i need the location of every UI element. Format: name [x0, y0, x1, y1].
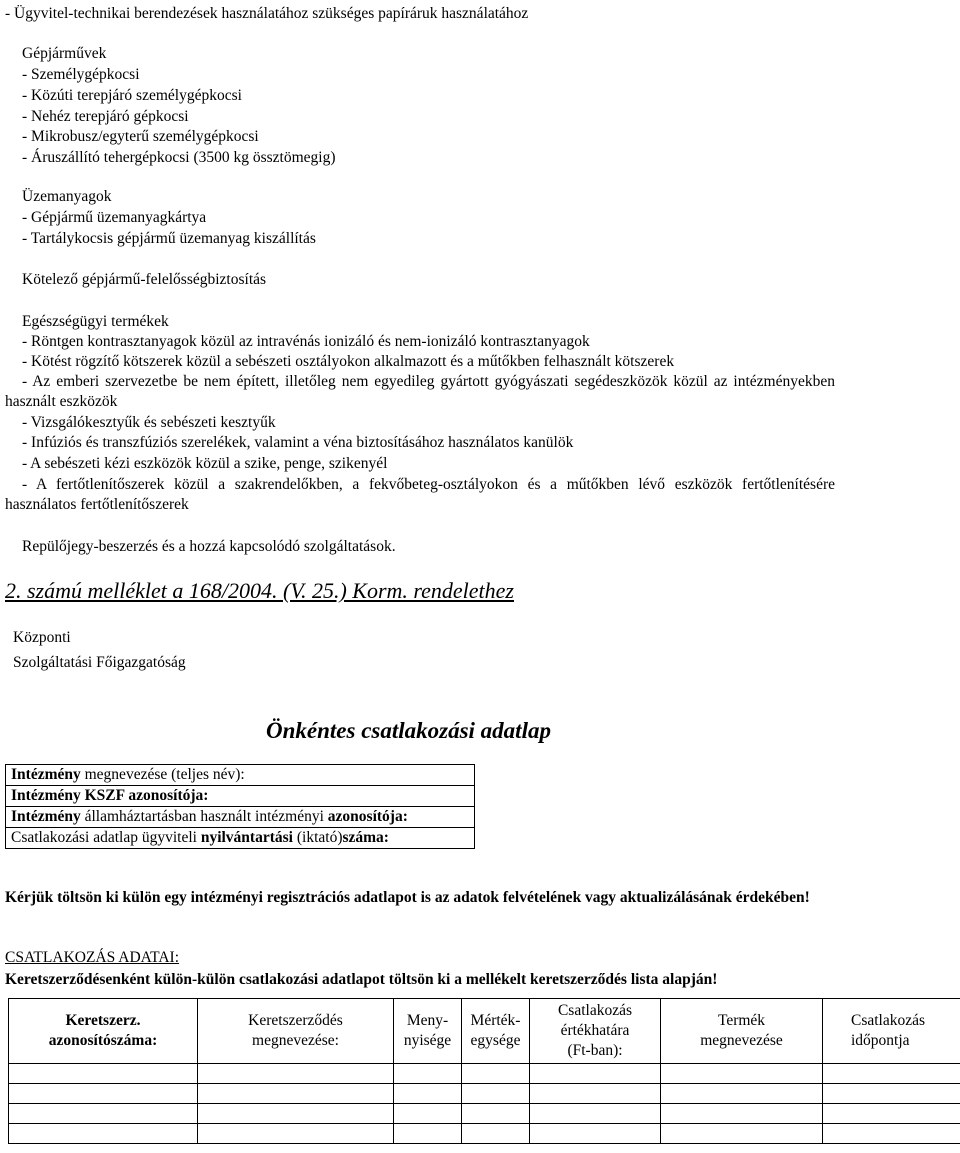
- table-row: [9, 1124, 960, 1144]
- form-title: Önkéntes csatlakozási adatlap: [266, 718, 551, 743]
- fuel-item: - Tartálykocsis gépjármű üzemanyag kiszállítás: [22, 230, 316, 247]
- table-cell[interactable]: [823, 1064, 960, 1084]
- table-header-text: időpontja: [851, 1032, 910, 1049]
- table-row: [9, 1064, 960, 1084]
- table-header-cell: [462, 999, 530, 1064]
- health-title: Egészségügyi termékek: [22, 313, 169, 330]
- registration-number-field[interactable]: [6, 828, 474, 849]
- vehicle-item: - Nehéz terepjáró gépkocsi: [22, 108, 189, 125]
- table-cell[interactable]: [823, 1104, 960, 1124]
- fuel-item: - Gépjármű üzemanyagkártya: [22, 209, 207, 226]
- table-header-text: Csatlakozás: [851, 1012, 926, 1029]
- table-cell[interactable]: [661, 1124, 823, 1144]
- table-header-cell: [661, 999, 823, 1064]
- field-label-bold: azonosítója:: [327, 808, 408, 825]
- field-label-bold: száma:: [342, 829, 389, 846]
- table-header-cell: [823, 999, 960, 1064]
- health-item: - Röntgen kontrasztanyagok közül az intravénás ionizáló és nem-ionizáló kontrasztanyagok: [22, 333, 590, 350]
- table-header-text: Meny-: [406, 1012, 449, 1029]
- vehicle-item: - Személygépkocsi: [22, 66, 140, 83]
- table-cell[interactable]: [394, 1124, 462, 1144]
- registration-notice: Kérjük töltsön ki külön egy intézményi regisztrációs adatlapot is az adatok felvételének vagy aktualizálásának érdekében!: [5, 889, 810, 906]
- table-cell[interactable]: [198, 1064, 394, 1084]
- table-cell[interactable]: [530, 1084, 661, 1104]
- table-cell[interactable]: [462, 1104, 530, 1124]
- health-item: - Infúziós és transzfúziós szerelékek, valamint a véna biztosításához használatos kanülök: [22, 434, 574, 451]
- table-header-cell: [394, 999, 462, 1064]
- table-header-row: [9, 999, 960, 1064]
- table-cell[interactable]: [9, 1104, 198, 1124]
- section-subtitle: Keretszerződésenként külön-külön csatlakozási adatlapot töltsön ki a mellékelt keretszerződés lista alapján!: [5, 971, 718, 988]
- table-header-text: nyisége: [403, 1032, 452, 1049]
- table-row: [9, 1104, 960, 1124]
- table-cell[interactable]: [661, 1064, 823, 1084]
- table-cell[interactable]: [462, 1084, 530, 1104]
- institution-name-field[interactable]: [6, 765, 474, 786]
- table-header-text: azonosítószáma:: [48, 1032, 158, 1049]
- vehicle-item: - Közúti terepjáró személygépkocsi: [22, 87, 242, 104]
- table-header-text: (Ft-ban):: [567, 1042, 623, 1059]
- table-cell[interactable]: [394, 1104, 462, 1124]
- health-item: - A sebészeti kézi eszközök közül a szike, penge, szikenyél: [22, 455, 388, 472]
- table-cell[interactable]: [462, 1124, 530, 1144]
- vehicle-item: - Áruszállító tehergépkocsi (3500 kg össztömegig): [22, 149, 336, 166]
- institution-info-box: [5, 764, 475, 849]
- table-cell[interactable]: [198, 1104, 394, 1124]
- insurance-item: Kötelező gépjármű-felelősségbiztosítás: [22, 271, 267, 288]
- table-header-text: Keretszerz.: [65, 1012, 141, 1029]
- vehicles-title: Gépjárművek: [22, 45, 107, 62]
- health-item: - Vizsgálókesztyűk és sebészeti kesztyűk: [22, 414, 276, 431]
- field-label: államháztartásban használt intézményi: [80, 808, 328, 825]
- table-cell[interactable]: [823, 1084, 960, 1104]
- field-label-bold: Intézmény: [11, 766, 81, 783]
- table-cell[interactable]: [9, 1124, 198, 1144]
- annex-heading: 2. számú melléklet a 168/2004. (V. 25.) Korm. rendelethez: [5, 578, 514, 603]
- table-cell[interactable]: [661, 1084, 823, 1104]
- table-header-text: Termék: [717, 1012, 766, 1029]
- field-label-bold: Intézmény KSZF azonosítója:: [11, 787, 209, 804]
- contract-items-table: [8, 998, 960, 1144]
- table-header-text: megnevezése:: [252, 1032, 339, 1049]
- table-cell[interactable]: [394, 1084, 462, 1104]
- table-cell[interactable]: [530, 1124, 661, 1144]
- top-line: - Ügyvitel-technikai berendezések használatához szükséges papíráruk használatához: [5, 5, 529, 22]
- field-label: megnevezése (teljes név):: [80, 766, 245, 783]
- table-header-text: Keretszerződés: [248, 1012, 343, 1029]
- table-cell[interactable]: [530, 1064, 661, 1084]
- institution-kszf-id-field[interactable]: [6, 786, 474, 807]
- field-label-bold: Intézmény: [11, 808, 81, 825]
- table-cell[interactable]: [394, 1064, 462, 1084]
- table-cell[interactable]: [462, 1064, 530, 1084]
- health-item: - Kötést rögzítő kötszerek közül a sebészeti osztályokon alkalmazott és a műtőkben felhasznált kötszerek: [22, 353, 675, 370]
- fuels-title: Üzemanyagok: [22, 188, 112, 205]
- health-item: - Az emberi szervezetbe be nem épített, illetőleg nem egyedileg gyártott gyógyászati segédeszközök közül az intézményekben használt eszközök: [5, 373, 835, 410]
- field-label: (iktató): [292, 829, 343, 846]
- table-header-text: Mérték-: [470, 1012, 521, 1029]
- table-header-text: egysége: [470, 1032, 521, 1049]
- vehicle-item: - Mikrobusz/egyterű személygépkocsi: [22, 128, 259, 145]
- table-cell[interactable]: [9, 1064, 198, 1084]
- table-header-cell: [9, 999, 198, 1064]
- org-name-line2: Szolgáltatási Főigazgatóság: [13, 654, 186, 671]
- field-label: Csatlakozási adatlap ügyviteli: [11, 829, 201, 846]
- table-cell[interactable]: [198, 1084, 394, 1104]
- health-item: - A fertőtlenítőszerek közül a szakrendelőkben, a fekvőbeteg-osztályokon és a műtőkben lévő eszközök fertőtlenítésére használatos fertőtlenítőszerek: [5, 476, 835, 513]
- field-label-bold: nyilvántartási: [200, 829, 293, 846]
- table-header-cell: [198, 999, 394, 1064]
- section-title: CSATLAKOZÁS ADATAI:: [5, 949, 180, 966]
- org-name-line1: Központi: [13, 629, 71, 646]
- table-cell[interactable]: [9, 1084, 198, 1104]
- table-header-text: megnevezése: [700, 1032, 783, 1049]
- table-header-cell: [530, 999, 661, 1064]
- institution-public-id-field[interactable]: [6, 807, 474, 828]
- table-header-text: értékhatára: [560, 1022, 630, 1039]
- table-cell[interactable]: [530, 1104, 661, 1124]
- flights-item: Repülőjegy-beszerzés és a hozzá kapcsolódó szolgáltatások.: [22, 538, 396, 555]
- table-cell[interactable]: [823, 1124, 960, 1144]
- table-cell[interactable]: [198, 1124, 394, 1144]
- table-header-text: Csatlakozás: [557, 1002, 633, 1019]
- table-row: [9, 1084, 960, 1104]
- table-cell[interactable]: [661, 1104, 823, 1124]
